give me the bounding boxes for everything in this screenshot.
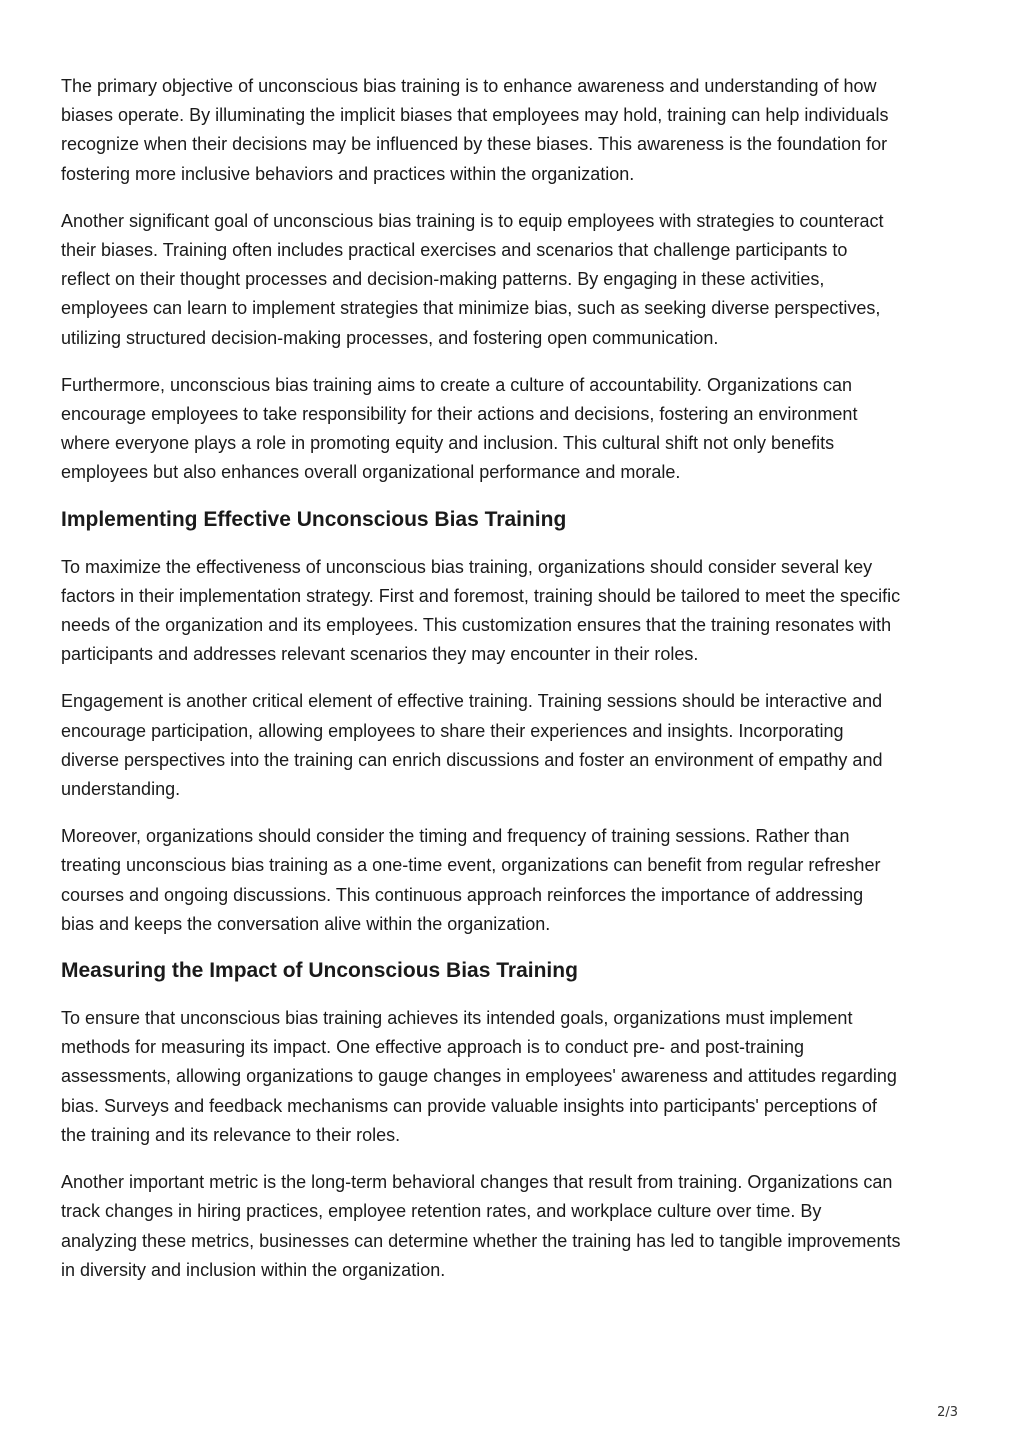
document-body bbox=[61, 72, 966, 1303]
paragraph-tailoring: To maximize the effectiveness of unconscious bias training, organizations should consider several key factors in their implementation strategy. First and foremost, training should be tailored to meet the specific needs of the organization and its employees. This customization ensures that the training resonates with participants and addresses relevant scenarios they may encounter in their roles. bbox=[61, 556, 901, 665]
paragraph-assessments: To ensure that unconscious bias training achieves its intended goals, organizations must implement methods for measuring its impact. One effective approach is to conduct pre- and post-training assessments, allowing organizations to gauge changes in employees' awareness and attitudes regarding bias. Surveys and feedback mechanisms can provide valuable insights into participants' perceptions of the training and its relevance to their roles. bbox=[61, 1008, 897, 1145]
paragraph-objective: The primary objective of unconscious bias training is to enhance awareness and understanding of how biases operate. By illuminating the implicit biases that employees may hold, training can help individuals recognize when their decisions may be influenced by these biases. This awareness is the foundation for fostering more inclusive behaviors and practices within the organization. bbox=[61, 76, 889, 184]
paragraph-long-term-metrics: Another important metric is the long-term behavioral changes that result from training. Organizations can track changes in hiring practices, employee retention rates, and workplace culture over time. By analyzing these metrics, businesses can determine whether the training has led to tangible improvements in diversity and inclusion within the organization. bbox=[61, 1172, 901, 1280]
paragraph-strategies: Another significant goal of unconscious bias training is to equip employees with strategies to counteract their biases. Training often includes practical exercises and scenarios that challenge participants to reflect on their thought processes and decision-making patterns. By engaging in these activities, employees can learn to implement strategies that minimize bias, such as seeking diverse perspectives, utilizing structured decision-making processes, and fostering open communication. bbox=[61, 210, 884, 348]
heading-measuring: Measuring the Impact of Unconscious Bias Training bbox=[61, 959, 578, 983]
heading-implementing: Implementing Effective Unconscious Bias Training bbox=[61, 507, 567, 531]
page-number: 2/3 bbox=[937, 1405, 958, 1420]
paragraph-timing: Moreover, organizations should consider the timing and frequency of training sessions. Rather than treating unconscious bias training as a one-time event, organizations can benefit from regular refresher courses and ongoing discussions. This continuous approach reinforces the importance of addressing bias and keeps the conversation alive within the organization. bbox=[61, 826, 881, 934]
paragraph-engagement: Engagement is another critical element of effective training. Training sessions should be interactive and encourage participation, allowing employees to share their experiences and insights. Incorporating diverse perspectives into the training can enrich discussions and foster an environment of empathy and understanding. bbox=[61, 691, 883, 800]
paragraph-accountability: Furthermore, unconscious bias training aims to create a culture of accountability. Organizations can encourage employees to take responsibility for their actions and decisions, fostering an environment where everyone plays a role in promoting equity and inclusion. This cultural shift not only benefits employees but also enhances overall organizational performance and morale. bbox=[61, 374, 858, 483]
